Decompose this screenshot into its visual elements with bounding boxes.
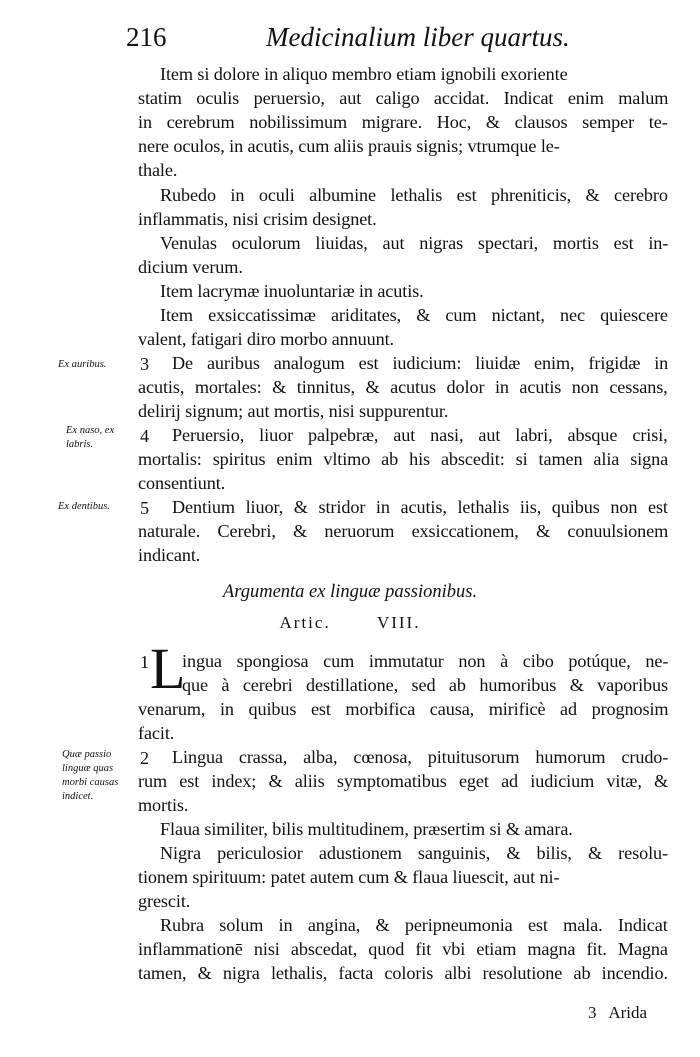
text-line: acutis, mortales: & tinnitus, & acutus dolor in acutis non cessans,: [138, 377, 668, 397]
article-number: VIII.: [376, 613, 421, 632]
text-line: mortalis: spiritus enim vltimo ab his abscedit: si tamen alia signa: [138, 449, 669, 469]
margin-note: Ex auribus.: [58, 359, 107, 370]
margin-note: labris.: [66, 439, 94, 450]
text-line: Rubedo in oculi albumine lethalis est phreniticis, & cerebro: [160, 185, 668, 205]
text-line: Dentium liuor, & stridor in acutis, lethalis iis, quibus non est: [172, 497, 668, 517]
text-line: inflammationē nisi abscedat, quod fit vbi etiam magna fit. Magna: [138, 939, 668, 959]
text-line: De auribus analogum est iudicium: liuidæ enim, frigidæ in: [172, 353, 669, 373]
text-line: que à cerebri destillatione, sed ab humoribus & vaporibus: [182, 675, 669, 695]
text-line: valent, fatigari diro morbo annuunt.: [138, 329, 395, 349]
page-number: 216: [126, 22, 167, 52]
margin-note: indicet.: [62, 791, 94, 802]
text-line: Lingua crassa, alba, cœnosa, pituitusorum humorum crudo-: [172, 747, 669, 767]
text-line: Nigra periculosior adustionem sanguinis, & bilis, & resolu-: [160, 843, 668, 863]
text-line: Item lacrymæ inuoluntariæ in acutis.: [160, 281, 424, 301]
margin-note: Quæ passio: [62, 749, 112, 760]
text-line: thale.: [138, 160, 178, 180]
text-line: naturale. Cerebri, & neruorum exsiccationem, & conuulsionem: [138, 521, 669, 541]
text-line: Item si dolore in aliquo membro etiam ignobili exoriente: [160, 64, 568, 84]
text-line: rum est index; & aliis symptomatibus eget ad iudicium vitæ, &: [138, 771, 669, 791]
section-heading: Argumenta ex linguæ passionibus.: [222, 582, 478, 602]
text-line: inflammatis, nisi crisim designet.: [138, 209, 377, 229]
article-heading: [0, 613, 700, 633]
text-line: Item exsiccatissimæ ariditates, & cum nictant, nec quiescere: [160, 305, 668, 325]
text-line: grescit.: [138, 891, 191, 911]
margin-note: linguæ quas: [62, 763, 114, 774]
text-line: Peruersio, liuor palpebræ, aut nasi, aut labri, absque crisi,: [172, 425, 668, 445]
running-title: Medicinalium liber quartus.: [266, 22, 570, 52]
item-number: 2: [140, 748, 150, 768]
text-line: indicant.: [138, 545, 201, 565]
item-number: 3: [140, 354, 150, 374]
drop-cap: L: [150, 636, 186, 701]
margin-note: morbi causas: [62, 777, 119, 788]
margin-note: Ex dentibus.: [58, 501, 110, 512]
page-header: [126, 18, 586, 58]
text-line: dicium verum.: [138, 257, 243, 277]
text-line: tamen, & nigra lethalis, facta coloris albi resolutione ab incendio.: [138, 963, 668, 983]
text-line: statim oculis peruersio, aut caligo accidat. Indicat enim malum: [138, 88, 669, 108]
text-line: Flaua similiter, bilis multitudinem, præsertim si & amara.: [160, 819, 573, 839]
text-line: ingua spongiosa cum immutatur non à cibo potúque, ne-: [182, 651, 669, 671]
text-line: delirij signum; aut mortis, nisi suppurentur.: [138, 401, 449, 421]
text-line: facit.: [138, 723, 175, 743]
text-line: Venulas oculorum liuidas, aut nigras spectari, mortis est in-: [160, 233, 669, 253]
text-line: nere oculos, in acutis, cum aliis prauis signis; vtrumque le-: [138, 136, 560, 156]
catchword: [588, 1003, 647, 1023]
text-line: tionem spirituum: patet autem cum & flaua liuescit, aut ni-: [138, 867, 560, 887]
margin-note: Ex naso, ex: [66, 425, 115, 436]
text-line: in cerebrum nobilissimum migrare. Hoc, & clausos semper te-: [138, 112, 668, 132]
text-line: Rubra solum in angina, & peripneumonia est mala. Indicat: [160, 915, 668, 935]
catchword-number: 3: [588, 1003, 597, 1022]
article-label: Artic.: [279, 613, 331, 632]
text-line: venarum, in quibus est morbifica causa, mirificè ad prognosim: [138, 699, 669, 719]
text-line: consentiunt.: [138, 473, 226, 493]
item-number: 4: [140, 426, 150, 446]
catchword-text: Arida: [608, 1003, 648, 1022]
text-line: mortis.: [138, 795, 189, 815]
item-number: 5: [140, 498, 150, 518]
item-number: 1: [140, 652, 150, 672]
